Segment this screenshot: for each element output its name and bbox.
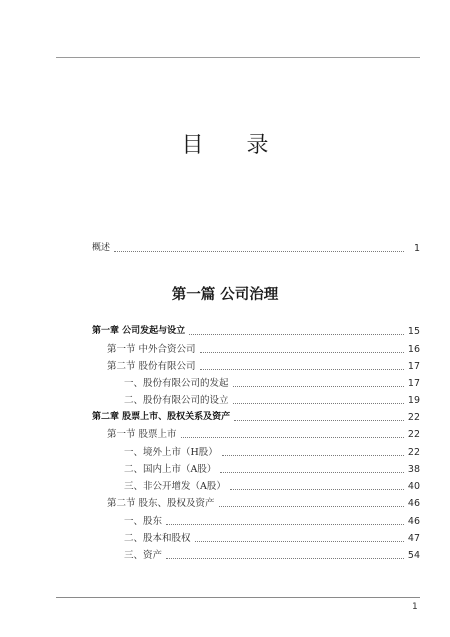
toc-entry-label: 三、资产 [124, 550, 163, 561]
dot-leader [166, 524, 404, 525]
toc-entry-page: 46 [407, 516, 420, 527]
dot-leader [200, 352, 404, 353]
dot-leader [220, 472, 404, 473]
toc-entry-label: 第二章 股票上市、股权关系及资产 [92, 412, 231, 422]
dot-leader [233, 386, 404, 387]
toc-entry-label: 一、股份有限公司的发起 [124, 378, 229, 389]
toc-entry-subsection[interactable] [92, 478, 420, 492]
toc-entry-label: 二、股本和股权 [124, 533, 191, 544]
toc-entry-page: 46 [407, 498, 420, 509]
page-title: 目 录 [181, 133, 287, 158]
toc-entry-label: 第一节 中外合资公司 [107, 344, 196, 355]
toc-entry-page: 22 [407, 412, 420, 423]
toc-entry-page: 16 [407, 344, 420, 355]
toc-entry-subsection[interactable] [92, 513, 420, 527]
toc-entry-section[interactable] [92, 341, 420, 355]
toc-entry-label: 三、非公开增发（A股） [124, 481, 226, 492]
toc-entry-label: 二、股份有限公司的设立 [124, 395, 229, 406]
toc-entry-label: 第一章 公司发起与设立 [92, 326, 186, 336]
dot-leader [200, 369, 404, 370]
toc-entry-overview[interactable] [92, 240, 420, 254]
toc-entry-subsection[interactable] [92, 444, 420, 458]
toc-entry-section[interactable] [92, 426, 420, 440]
toc-entry-page: 17 [407, 378, 420, 389]
toc-entry-page: 47 [407, 533, 420, 544]
dot-leader [195, 541, 404, 542]
dot-leader [230, 489, 404, 490]
toc-entry-page: 15 [407, 326, 420, 337]
part-title: 第一篇 公司治理 [171, 286, 279, 303]
toc-entry-page: 22 [407, 429, 420, 440]
toc-entry-label: 一、境外上市（H股） [124, 447, 218, 458]
toc-entry-label: 二、国内上市（A股） [124, 464, 217, 475]
toc-entry-chapter[interactable] [92, 323, 420, 337]
header-rule [56, 57, 420, 58]
dot-leader [222, 455, 404, 456]
toc-entry-subsection[interactable] [92, 530, 420, 544]
toc-entry-page: 38 [407, 464, 420, 475]
toc-entry-page: 40 [407, 481, 420, 492]
toc-entry-section[interactable] [92, 495, 420, 509]
dot-leader [189, 334, 404, 335]
toc-entry-subsection[interactable] [92, 392, 420, 406]
toc-entry-label: 第二节 股东、股权及资产 [107, 498, 215, 509]
toc-entry-page: 1 [413, 243, 420, 254]
dot-leader [233, 403, 404, 404]
toc-entry-label: 概述 [92, 243, 111, 253]
dot-leader [166, 558, 404, 559]
dot-leader [219, 506, 404, 507]
toc-entry-page: 17 [407, 361, 420, 372]
dot-leader [114, 251, 404, 252]
toc-entry-label: 第二节 股份有限公司 [107, 361, 196, 372]
toc-entry-chapter[interactable] [92, 409, 420, 423]
toc-entry-subsection[interactable] [92, 461, 420, 475]
page-number: 1 [412, 602, 418, 612]
dot-leader [234, 420, 404, 421]
toc-entry-page: 19 [407, 395, 420, 406]
dot-leader [181, 437, 404, 438]
toc-entry-label: 一、股东 [124, 516, 163, 527]
toc-entry-page: 22 [407, 447, 420, 458]
toc-entry-page: 54 [407, 550, 420, 561]
footer-rule [56, 597, 420, 598]
toc-entry-label: 第一节 股票上市 [107, 429, 177, 440]
toc-entry-subsection[interactable] [92, 375, 420, 389]
toc-entry-subsection[interactable] [92, 547, 420, 561]
toc-entry-section[interactable] [92, 358, 420, 372]
